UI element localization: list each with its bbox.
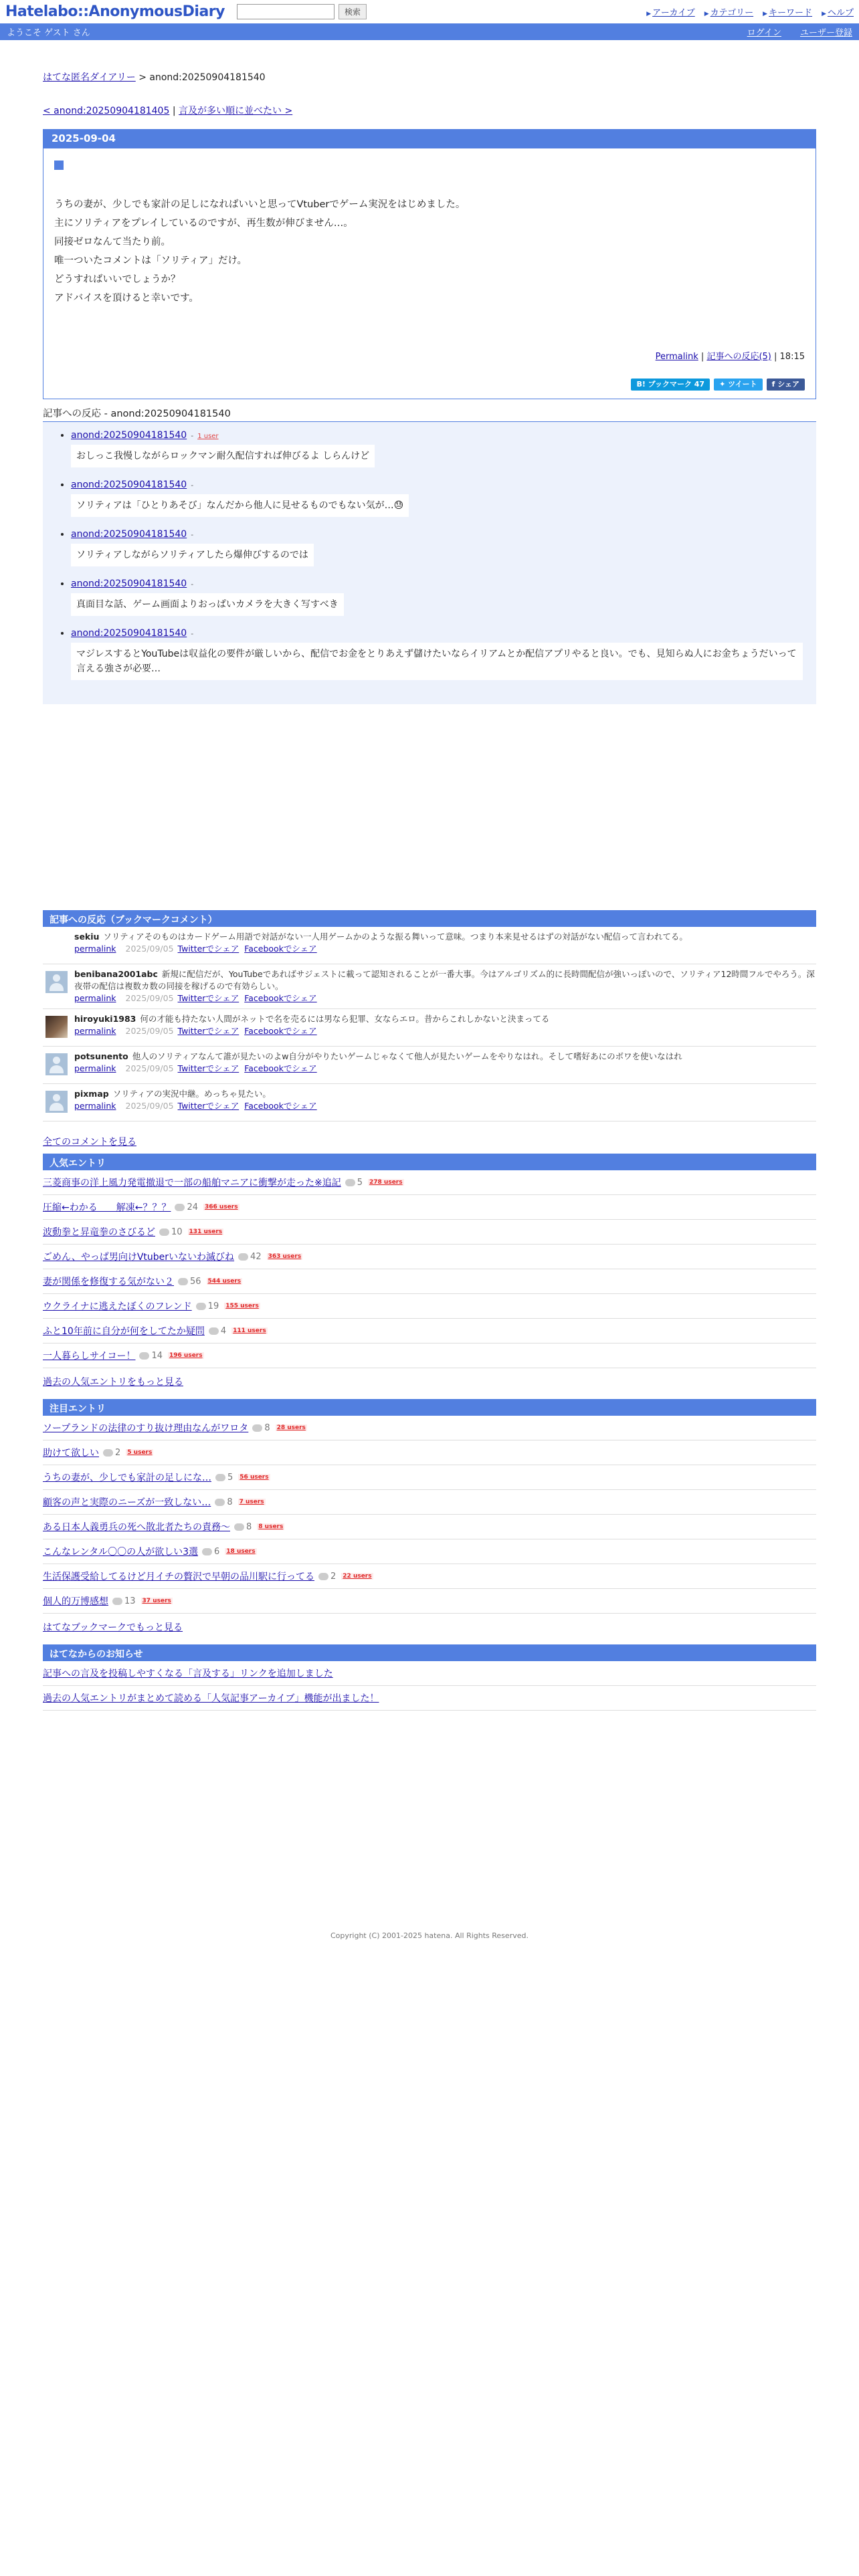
entry-list-item [43, 1515, 816, 1539]
entry-list-item [43, 1220, 816, 1245]
entry-line: 唯一ついたコメントは「ソリティア」だけ。 [54, 255, 247, 266]
top-header [0, 0, 859, 23]
bookmark-comment-line [74, 968, 816, 992]
entry-list-item [43, 1490, 816, 1515]
speech-bubble-icon [112, 1598, 122, 1605]
bookmark-facebook-share[interactable]: Facebookでシェア [244, 993, 317, 1003]
entry-title-link[interactable]: ソープランドの法律のすり抜け理由なんがワロタ [43, 1423, 249, 1434]
comment-count [196, 1301, 219, 1311]
bookmark-date: 2025/09/05 [125, 993, 174, 1003]
bookmark-username[interactable]: benibana2001abc [74, 969, 158, 979]
reaction-item [71, 479, 803, 517]
reaction-dash: - [191, 530, 194, 539]
search-input[interactable] [237, 4, 335, 19]
bookmark-comment-row [43, 1084, 816, 1121]
bookmark-permalink[interactable]: permalink [74, 1063, 116, 1073]
notable-entries-list [43, 1416, 816, 1614]
bookmark-date: 2025/09/05 [125, 1026, 174, 1036]
entry-list-item [43, 1245, 816, 1269]
reaction-dash: - [191, 629, 194, 638]
reactions-heading: 記事への反応 - anond:20250904181540 [43, 406, 816, 422]
bookmark-comment-body [74, 1088, 816, 1117]
bookmark-comment-row [43, 1009, 816, 1047]
reaction-link[interactable]: anond:20250904181540 [71, 430, 187, 441]
triangle-right-icon: ▶ [646, 11, 652, 17]
facebook-share-button[interactable] [767, 379, 805, 391]
nav-item-keyword[interactable] [763, 5, 812, 18]
bookmark-facebook-share[interactable]: Facebookでシェア [244, 1026, 317, 1036]
site-logo[interactable]: Hatelabo::AnonymousDiary [5, 3, 225, 20]
comment-count-value: 5 [227, 1472, 233, 1483]
reaction-link[interactable]: anond:20250904181540 [71, 578, 187, 589]
bookmark-meta [74, 1025, 816, 1037]
reaction-dash: - [191, 431, 194, 440]
entry-nav-separator: | [172, 106, 176, 116]
comment-count [234, 1522, 252, 1532]
entry-list-item [43, 1589, 816, 1614]
comment-count-value: 4 [220, 1325, 227, 1336]
hatena-bookmark-button[interactable]: B! ブックマーク 47 [631, 379, 710, 391]
news-list [43, 1661, 816, 1711]
triangle-right-icon: ▶ [704, 11, 709, 17]
triangle-right-icon: ▶ [763, 11, 768, 17]
search-form [237, 4, 367, 19]
user-avatar[interactable] [45, 934, 68, 956]
comment-count-value: 8 [264, 1422, 270, 1433]
share-buttons [54, 379, 805, 391]
entry-time: 18:15 [779, 352, 805, 362]
bookmark-comment-body [74, 931, 816, 960]
entry-line: アドバイスを頂けると幸いです。 [54, 293, 199, 304]
reaction-item [71, 628, 803, 680]
bookmark-date: 2025/09/05 [125, 944, 174, 954]
bookmark-users-badge[interactable]: 131 users [189, 1228, 223, 1235]
bookmark-meta [74, 943, 816, 955]
comment-count-value: 19 [207, 1301, 219, 1311]
bookmark-users-badge[interactable]: 7 users [239, 1499, 264, 1505]
entry-title-link[interactable]: こんなレンタル〇〇の人が欲しい3選 [43, 1547, 198, 1558]
bookmark-facebook-share[interactable]: Facebookでシェア [244, 1101, 317, 1111]
comment-count [345, 1178, 363, 1188]
bookmark-twitter-share[interactable]: Twitterでシェア [177, 1026, 240, 1036]
speech-bubble-icon [215, 1474, 225, 1481]
speech-bubble-icon [252, 1424, 262, 1432]
breadcrumb [43, 70, 816, 84]
comment-count [159, 1227, 183, 1237]
nav-link-keyword[interactable]: キーワード [769, 8, 813, 18]
entry-list-item [43, 1564, 816, 1589]
bookmark-facebook-share[interactable]: Facebookでシェア [244, 1063, 317, 1073]
bookmark-users-badge[interactable]: 22 users [343, 1573, 372, 1580]
comment-count [112, 1596, 136, 1606]
reaction-text: マジレスするとYouTubeは収益化の要件が厳しいから、配信でお金をとりあえず儲けたいならイリアムとか配信アプリやると良い。でも、見知らぬ人にお金ちょうだいって言える強さが必要… [71, 643, 803, 680]
entry-box [43, 129, 816, 399]
nav-link-archive[interactable]: アーカイブ [652, 8, 695, 18]
reactions-list [43, 422, 816, 704]
register-link[interactable]: ユーザー登録 [799, 28, 852, 38]
user-avatar[interactable] [45, 971, 68, 993]
bookmark-users-badge[interactable]: 111 users [233, 1327, 266, 1334]
reaction-user-count[interactable]: 1 user [197, 433, 219, 440]
speech-bubble-icon [318, 1573, 328, 1580]
entry-title-link[interactable]: ウクライナに逃えたぼくのフレンド [43, 1301, 192, 1312]
entry-list-item [43, 1294, 816, 1319]
speech-bubble-icon [139, 1352, 149, 1360]
bookmark-comment-body [74, 1051, 816, 1079]
bookmark-twitter-share[interactable]: Twitterでシェア [177, 1063, 240, 1073]
bookmark-users-badge[interactable]: 8 users [258, 1523, 284, 1530]
speech-bubble-icon [178, 1278, 188, 1285]
bookmark-meta [74, 992, 816, 1004]
entry-nav [43, 104, 816, 117]
notable-more-link[interactable]: はてなブックマークでもっと見る [43, 1622, 183, 1633]
entry-list-item [43, 1416, 816, 1440]
entry-title-link[interactable]: ある日本人義勇兵の死へ散北者たちの責務〜 [43, 1522, 230, 1533]
speech-bubble-icon [159, 1228, 169, 1236]
bookmark-users-badge[interactable]: 56 users [240, 1474, 269, 1481]
breadcrumb-current: anond:20250904181540 [149, 72, 266, 83]
footer-copyright: Copyright (C) 2001-2025 hatena. All Rights Reserved. [330, 1931, 529, 1940]
entry-list-item [43, 1440, 816, 1465]
news-item [43, 1686, 816, 1711]
nav-item-category[interactable] [704, 5, 753, 18]
comment-count [318, 1572, 336, 1582]
comment-count-value: 42 [250, 1251, 262, 1262]
tweet-button[interactable] [714, 379, 763, 391]
popular-entries-list [43, 1170, 816, 1368]
comment-count-value: 2 [115, 1447, 121, 1458]
entry-line: どうすればいいでしょうか？ [54, 274, 181, 285]
bookmark-comment-line [74, 1051, 816, 1063]
bookmark-meta [74, 1100, 816, 1112]
entry-date: 2025-09-04 [43, 130, 816, 148]
entry-title-anchor[interactable] [54, 160, 64, 170]
comment-count [175, 1202, 198, 1212]
speech-bubble-icon [345, 1179, 355, 1186]
bookmark-permalink[interactable]: permalink [74, 944, 116, 954]
entry-title-link[interactable]: 顧客の声と実際のニーズが一致しない… [43, 1497, 211, 1508]
comment-count-value: 5 [357, 1177, 363, 1188]
prev-entry-link[interactable]: < anond:20250904181405 [43, 106, 170, 116]
comment-count [209, 1326, 226, 1336]
bookmark-comment-row [43, 964, 816, 1009]
comment-count-value: 10 [171, 1226, 183, 1237]
entry-title-link[interactable]: 個人的万博感想 [43, 1596, 108, 1607]
bookmark-comment-text: ソリティアの実況中継。めっちゃ見たい。 [112, 1089, 271, 1099]
breadcrumb-separator: > [138, 72, 147, 83]
nav-link-category[interactable]: カテゴリー [710, 8, 754, 18]
comment-count-value: 14 [151, 1350, 163, 1361]
entry-list-item [43, 1170, 816, 1195]
comment-count [215, 1473, 233, 1483]
bookmark-comment-text: 他人のソリティアなんて誰が見たいのよw自分がやりたいゲームじゃなくて他人が見たいゲームをやりなはれ。そして嗜好あにのボワを使いなはれ [132, 1051, 682, 1061]
bookmark-permalink[interactable]: permalink [74, 1026, 116, 1036]
entry-title-link[interactable]: ふと10年前に自分が何をしてたか疑問 [43, 1326, 205, 1337]
bookmark-date: 2025/09/05 [125, 1063, 174, 1073]
reaction-item [71, 430, 803, 467]
bookmark-comment-list [43, 927, 816, 1121]
popular-more-link[interactable]: 過去の人気エントリをもっと見る [43, 1377, 183, 1388]
news-link[interactable]: 記事への言及を投稿しやすくなる「言及する」リンクを追加しました [43, 1669, 333, 1679]
popular-entries-heading: 人気エントリ [43, 1154, 816, 1170]
welcome-text: ようこそ ゲスト さん [7, 28, 90, 38]
top-nav [646, 5, 854, 18]
bookmark-users-badge[interactable]: 363 users [268, 1253, 302, 1260]
bookmark-permalink[interactable]: permalink [74, 993, 116, 1003]
bookmark-users-badge[interactable]: 196 users [169, 1352, 203, 1359]
permalink-link[interactable]: Permalink [655, 352, 698, 362]
tweet-label: ツイート [728, 380, 757, 389]
entry-list-item [43, 1344, 816, 1368]
footer-separator: | [700, 352, 704, 362]
comment-count [215, 1497, 232, 1507]
search-button[interactable]: 検索 [339, 4, 367, 19]
reaction-link[interactable]: anond:20250904181540 [71, 479, 187, 490]
entry-title-link[interactable]: 三菱商事の洋上風力発電撤退で一部の船舶マニアに衝撃が走った※追記 [43, 1178, 341, 1188]
login-link[interactable]: ログイン [747, 28, 781, 38]
bookmark-comment-text: 新規に配信だが、YouTubeであればサジェストに載って認知されることが一番大事。今はアルゴリズム的に長時間配信が強いっぽいので、ソリティア12時間フルでやろう。深夜帯の配信は複数カ数の同接を稼げるので有効らしい。 [74, 969, 815, 991]
bookmark-username[interactable]: pixmap [74, 1089, 109, 1099]
comment-count [103, 1448, 120, 1458]
entry-body [43, 148, 816, 399]
user-bar [0, 23, 859, 40]
speech-bubble-icon [234, 1523, 244, 1531]
nav-link-help[interactable]: ヘルプ [827, 8, 854, 18]
reaction-dash: - [191, 580, 194, 588]
nav-item-help[interactable] [822, 5, 854, 18]
entry-list-item [43, 1319, 816, 1344]
reaction-item [71, 529, 803, 566]
sort-by-mentions-link[interactable]: 言及が多い順に並べたい > [179, 106, 293, 116]
notable-entries-heading: 注目エントリ [43, 1399, 816, 1416]
ad-space [43, 704, 816, 910]
bookmark-users-badge[interactable]: 366 users [205, 1204, 238, 1210]
entry-list-item [43, 1539, 816, 1564]
bookmark-comment-line [74, 931, 816, 943]
entry-line: うちの妻が、少しでも家計の足しになればいいと思ってVtuberでゲーム実況をはじめました。 [54, 199, 466, 210]
entry-title-link[interactable]: 妻が関係を修復する気がない２ [43, 1277, 174, 1287]
bookmark-users-badge[interactable]: 37 users [142, 1598, 171, 1604]
entry-title-link[interactable]: 一人暮らしサイコー！ [43, 1351, 136, 1362]
bookmark-comment-text: ソリティアそのものはカードゲーム用語で対話がない一人用ゲームかのような振る舞いって意味。つまり本来見せるはずの対話がない配信って言われてる。 [103, 932, 688, 942]
bookmark-meta [74, 1063, 816, 1075]
reactions-link[interactable]: 記事への反応(5) [706, 352, 771, 362]
bookmark-twitter-share[interactable]: Twitterでシェア [177, 993, 240, 1003]
breadcrumb-home-link[interactable]: はてな匿名ダイアリー [43, 72, 136, 83]
speech-bubble-icon [238, 1253, 248, 1261]
entry-list-item [43, 1465, 816, 1490]
speech-bubble-icon [215, 1499, 225, 1506]
main-content [43, 70, 816, 1940]
speech-bubble-icon [209, 1327, 219, 1335]
entry-line: 同接ゼロなんて当たり前。 [54, 237, 171, 247]
comment-count-value: 24 [187, 1202, 199, 1212]
bookmark-comment-row [43, 1047, 816, 1084]
entry-line: 主にソリティアをプレイしているのですが、再生数が伸びません…。 [54, 218, 353, 229]
entry-title-link[interactable]: 助けて欲しい [43, 1448, 99, 1459]
triangle-right-icon: ▶ [822, 11, 826, 17]
news-item [43, 1661, 816, 1686]
entry-title-link[interactable]: うちの妻が、少しでも家計の足しにな… [43, 1473, 211, 1483]
bookmark-users-badge[interactable]: 5 users [127, 1449, 153, 1456]
comment-count [252, 1423, 270, 1433]
reaction-item [71, 578, 803, 616]
nav-item-archive[interactable] [646, 5, 695, 18]
entry-title-link[interactable]: 生活保護受給してるけど月イチの贅沢で早朝の品川駅に行ってる [43, 1572, 314, 1582]
reaction-text: おしっこ我慢しながらロックマン耐久配信すれば伸びるよ しらんけど [71, 445, 375, 467]
speech-bubble-icon [202, 1548, 212, 1555]
bookmark-users-badge[interactable]: 278 users [369, 1179, 403, 1186]
bookmark-twitter-share[interactable]: Twitterでシェア [177, 1101, 240, 1111]
user-links [747, 25, 852, 38]
bookmark-username[interactable]: hiroyuki1983 [74, 1014, 136, 1024]
bookmark-date: 2025/09/05 [125, 1101, 174, 1111]
speech-bubble-icon [175, 1204, 185, 1211]
entry-title-link[interactable]: ごめん、やっぱ男向けVtuberいないわ滅びね [43, 1252, 235, 1263]
bookmark-users-badge[interactable]: 28 users [276, 1424, 306, 1431]
footer-separator: | [774, 352, 777, 362]
bookmark-facebook-share[interactable]: Facebookでシェア [244, 944, 317, 954]
bookmark-comment-line [74, 1088, 816, 1100]
comment-count [238, 1252, 262, 1262]
user-avatar[interactable] [45, 1091, 68, 1113]
comment-count-value: 56 [190, 1276, 201, 1287]
entry-text [54, 195, 805, 308]
comment-count-value: 8 [246, 1521, 252, 1532]
entry-footer [54, 348, 805, 366]
reaction-link[interactable]: anond:20250904181540 [71, 529, 187, 540]
comment-count [139, 1351, 163, 1361]
reaction-text: ソリティアしながらソリティアしたら爆伸びするのでは [71, 544, 314, 566]
bookmark-users-badge[interactable]: 155 users [225, 1303, 259, 1309]
bookmark-comment-text: 何の才能も持たない人間がネットで名を売るには男なら犯罪、女ならエロ。昔からこれしかないと決まってる [140, 1014, 550, 1024]
comment-count-value: 2 [330, 1571, 337, 1582]
bookmark-twitter-share[interactable]: Twitterでシェア [177, 944, 240, 954]
bookmark-username[interactable]: sekiu [74, 932, 100, 942]
facebook-icon: f [771, 380, 778, 389]
reaction-text: ソリティアは「ひとりあそび」なんだから他人に見せるものでもない気が…😓 [71, 494, 409, 517]
entry-list-item [43, 1269, 816, 1294]
comment-count-value: 13 [124, 1596, 136, 1606]
all-comments-link[interactable]: 全てのコメントを見る [43, 1137, 136, 1148]
bookmark-users-badge[interactable]: 18 users [226, 1548, 256, 1555]
user-avatar[interactable] [45, 1053, 68, 1075]
bookmark-users-badge[interactable]: 544 users [207, 1278, 242, 1285]
comment-count-value: 8 [227, 1497, 233, 1507]
bookmark-username[interactable]: potsunento [74, 1051, 128, 1061]
entry-title-link[interactable]: 波動拳と昇竜拳のさびるど [43, 1227, 155, 1238]
bookmark-comment-body [74, 1013, 816, 1042]
comment-count [178, 1277, 201, 1287]
speech-bubble-icon [196, 1303, 206, 1310]
comment-count-value: 6 [214, 1546, 220, 1557]
reaction-link[interactable]: anond:20250904181540 [71, 628, 187, 639]
news-heading: はてなからのお知らせ [43, 1644, 816, 1661]
bookmark-comment-row [43, 927, 816, 964]
bookmark-permalink[interactable]: permalink [74, 1101, 116, 1111]
news-link[interactable]: 過去の人気エントリがまとめて読める「人気記事アーカイブ」機能が出ました！ [43, 1693, 379, 1704]
bookmark-comments-heading: 記事への反応（ブックマークコメント） [43, 910, 816, 927]
bookmark-comment-line [74, 1013, 816, 1025]
bookmark-comment-body [74, 968, 816, 1004]
comment-count [202, 1547, 219, 1557]
user-avatar[interactable] [45, 1016, 68, 1038]
reaction-text: 真面目な話、ゲーム画面よりおっぱいカメラを大きく写すべき [71, 593, 344, 616]
facebook-share-label: シェア [777, 380, 799, 389]
reaction-dash: - [191, 481, 194, 490]
twitter-bird-icon: ✦ [719, 380, 729, 389]
speech-bubble-icon [103, 1449, 113, 1457]
entry-list-item [43, 1195, 816, 1220]
entry-title-link[interactable]: 圧縮←わかる 解凍←？？？ [43, 1202, 171, 1213]
